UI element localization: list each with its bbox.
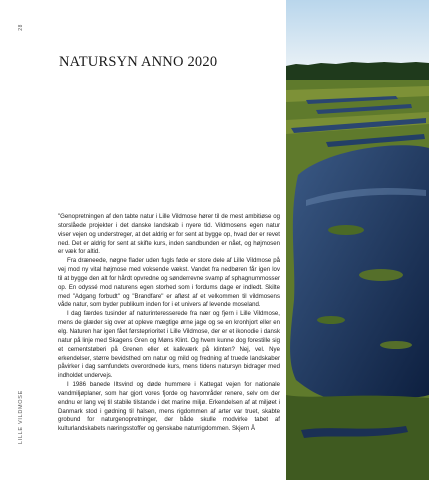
body-paragraph: I dag færdes tusinder af naturinteresserede fra nær og fjern i Lille Vildmose, mens de glæder sig over at opleve mægtige ørne jage og se en kronhjort eller en elg. Naturen har igen fået førsteprioritet i Lille Vildmose, der er et ikonodie i dansk natur på linje med Skagens Gren og Møns Klint. Og hvem kunne dog forestille sig et cementstøberi på Grenen eller et kalkværk på klinten? Nej, vel. Nye erkendelser, større bevidsthed om natur og mild og fredning af truede landskaber påvirker i dag samfundets overordnede kurs, mens tidens natursyn bidrager med indholdet undervejs.	[58, 310, 280, 380]
vegetation-island	[359, 269, 403, 281]
body-paragraph: I 1986 banede Iltsvind og døde hummere i Kattegat vejen for nationale vandmiljøplaner, som har gjort vores fjorde og havområder renere, selv om der endnu er lang vej til stabile tilstande i det marine miljø. Erkendelsen af at miljøet i Danmark stod i gødning til halsen, mens rigdommen af arter var truet, skabte grobund for naturgenopretninger, der både skulle modvirke tabet af kulturlandskabets næringsstoffer og genskabe naturrigdommen. Skjern Å	[58, 381, 280, 433]
vegetation-island	[317, 316, 345, 324]
body-paragraph: Fra dræneede, nøgne flader uden fugls føde er store dele af Lille Vildmose på vej mod ny vital højmose med voksende vækst. Vandet fra nedbøren får igen lov til at bygge den alt for hårdt opvredne og sønderrevne svamp af sphagnummosser op. En odyssé mod naturens egen storhed som i fordums dage er indledt. Skilte med "Adgang forbudt" og "Brandfare" er afløst af et velkommen til vildmosens våde natur, som byder publikum inden for i et univers af levende moseland.	[58, 257, 280, 309]
body-paragraph: "Genopretningen af den tabte natur i Lille Vildmose hører til de mest ambitiøse og storslåede projekter i det danske landskab i nyere tid. Vildmosens egen natur viser vejen og understreger, at det aldrig er for sent at bygge op, hvad der er revet ned. Det er aldrig for sent at skifte kurs, inden sandbunden er nået, og højmosen er væk for altid.	[58, 213, 280, 256]
forest-line	[286, 62, 429, 82]
wetland-photo-illustration	[286, 0, 429, 480]
running-section-label: LILLE VILDMOSE	[18, 390, 24, 445]
page-number: 28	[18, 24, 24, 31]
article-body	[58, 213, 280, 434]
sky	[286, 0, 429, 68]
article-title: NATURSYN ANNO 2020	[59, 54, 218, 70]
vegetation-island	[380, 341, 412, 349]
vegetation-island	[328, 225, 364, 235]
wetland-aerial-photo	[286, 0, 429, 480]
bog-lake	[290, 145, 429, 400]
